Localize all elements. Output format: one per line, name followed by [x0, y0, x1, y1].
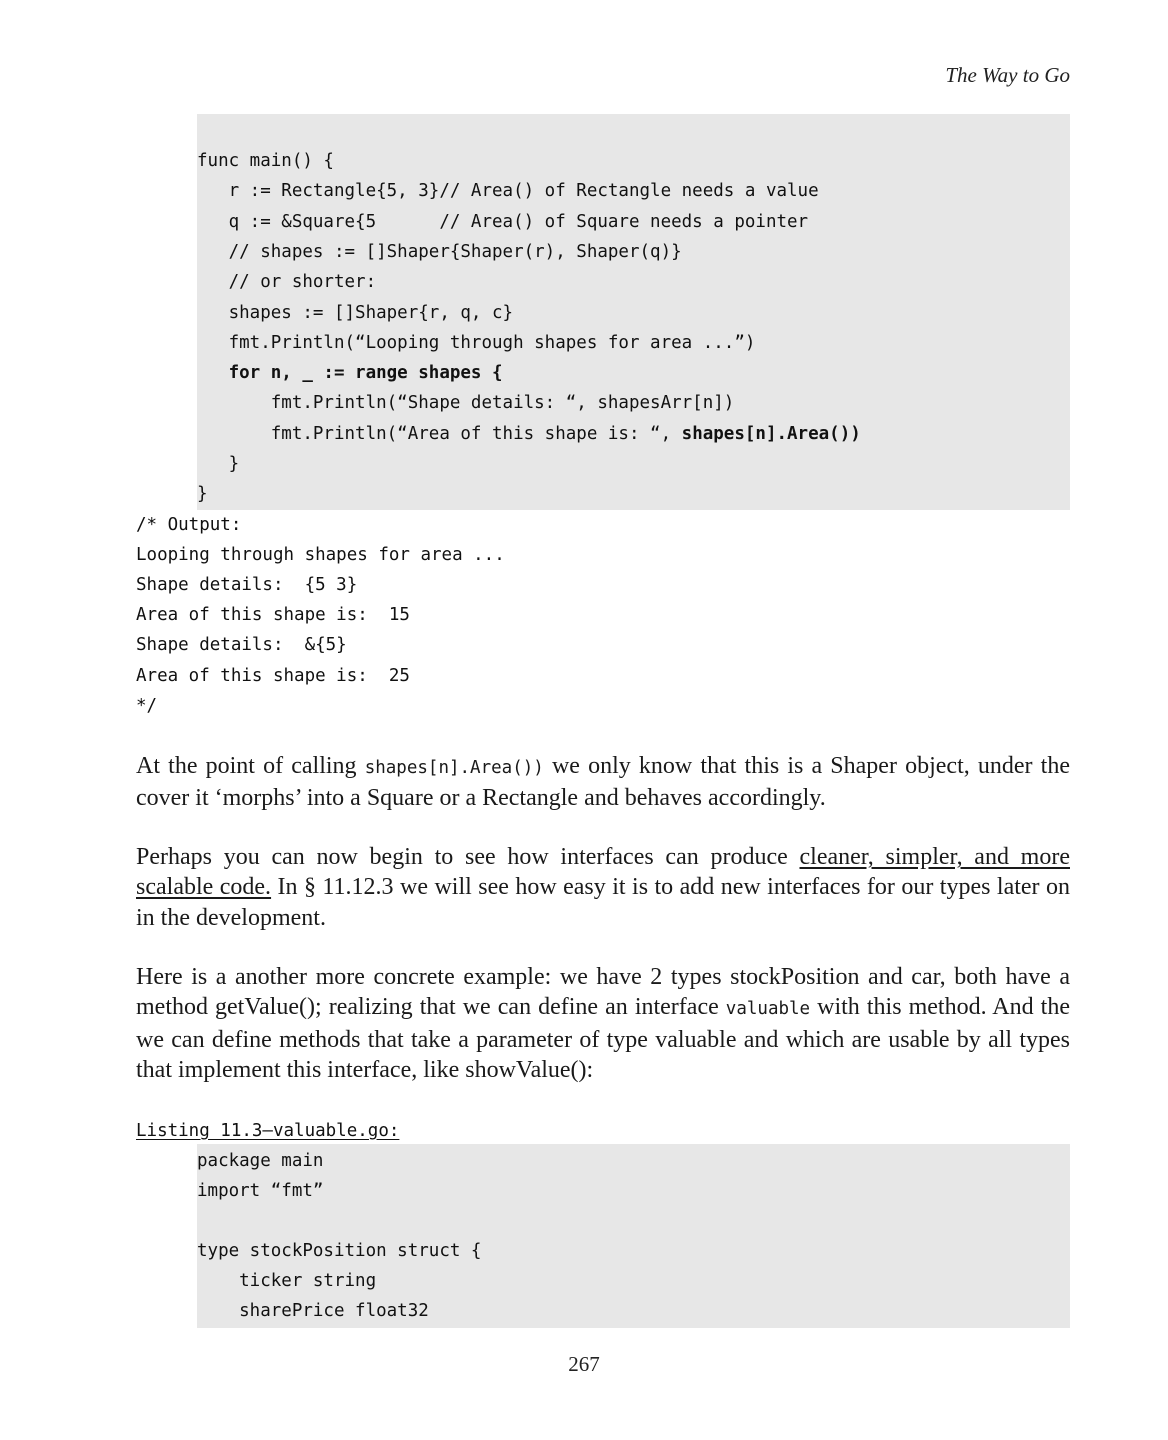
output-line: /* Output:	[136, 515, 242, 535]
inline-code: valuable	[725, 999, 811, 1020]
running-header: The Way to Go	[945, 63, 1070, 87]
output-line: Shape details: &{5}	[136, 635, 347, 655]
code-line-bold: for n, _ := range shapes {	[197, 363, 503, 383]
paragraph-text: At the point of calling	[136, 753, 365, 779]
code-line: q := &Square{5 // Area() of Square needs a pointer	[197, 212, 809, 232]
paragraph-example	[136, 962, 1070, 1085]
paragraph-text: Perhaps you can now begin to see how interfaces can produce	[136, 844, 800, 870]
output-line: Area of this shape is: 25	[136, 666, 410, 686]
output-line: Looping through shapes for area ...	[136, 545, 505, 565]
code-line: // shapes := []Shaper{Shaper(r), Shaper(q)}	[197, 242, 682, 262]
paragraph-interfaces	[136, 842, 1070, 933]
paragraph-morphs	[136, 751, 1070, 814]
code-line: // or shorter:	[197, 272, 377, 292]
code-line: func main() {	[197, 151, 334, 171]
code-line: }	[197, 484, 208, 504]
code-line: r := Rectangle{5, 3}// Area() of Rectangle needs a value	[197, 181, 819, 201]
listing-caption: Listing 11.3—valuable.go:	[136, 1121, 400, 1141]
code-line: ticker string	[197, 1271, 377, 1291]
output-line: Area of this shape is: 15	[136, 605, 410, 625]
code-text: fmt.Println(“Area of this shape is: “,	[197, 424, 682, 444]
code-line: package main	[197, 1151, 324, 1171]
output-line: */	[136, 696, 158, 716]
underlined-phrase: cleaner, simpler, and more scalable code.	[136, 844, 1070, 901]
page-number: 267	[568, 1352, 600, 1376]
output-line: Shape details: {5 3}	[136, 575, 358, 595]
inline-code: shapes[n].Area())	[364, 758, 544, 778]
code-line: sharePrice float32	[197, 1301, 429, 1321]
paragraph-text: In § 11.12.3 we will see how easy it is to add new interfaces for our types later on in the development.	[136, 874, 1071, 931]
paragraph-text: with this method. And the we can define methods that take a parameter of type valuable and which are usable by all types that implement this interface, like showValue():	[136, 994, 1070, 1083]
code-text-bold: shapes[n].Area())	[681, 424, 861, 444]
code-line: fmt.Println(“Shape details: “, shapesArr[n])	[197, 393, 735, 413]
code-line: }	[197, 454, 240, 474]
paragraph-text: Here is a another more concrete example: we have 2 types stockPosition and car, both have a method getValue(); realizing that we can define an interface	[136, 964, 1070, 1021]
code-line: fmt.Println(“Looping through shapes for area ...”)	[197, 333, 756, 353]
code-line-area	[197, 423, 861, 445]
paragraph-text: we only know that this is a Shaper object, under the cover it ‘morphs’ into a Square or a Rectangle and behaves accordingly.	[136, 753, 1070, 812]
code-line: type stockPosition struct {	[197, 1241, 482, 1261]
code-line: shapes := []Shaper{r, q, c}	[197, 303, 514, 323]
code-line: import “fmt”	[197, 1181, 324, 1201]
